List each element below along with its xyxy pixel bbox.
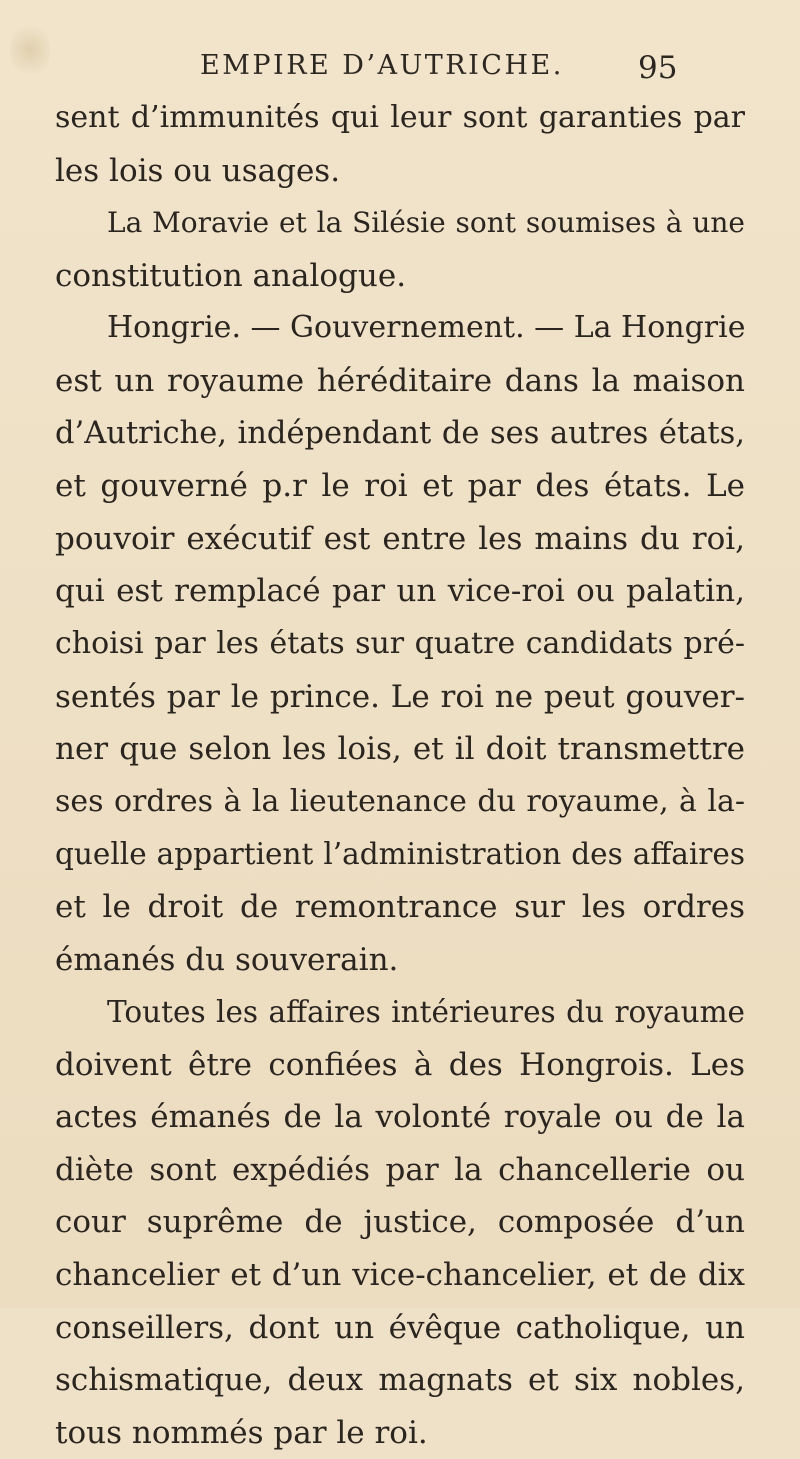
text-line: ner que selon les lois, et il doit transmettre <box>55 731 745 768</box>
paper-stain <box>10 20 50 80</box>
text-line: schismatique, deux magnats et six nobles, <box>55 1362 745 1399</box>
text-line: actes émanés de la volonté royale ou de la <box>55 1099 745 1136</box>
text-line: les lois ou usages. <box>55 152 341 189</box>
text-line: choisi par les états sur quatre candidats pré- <box>55 625 745 661</box>
text-line: sentés par le prince. Le roi ne peut gouver- <box>55 678 745 715</box>
text-line: d’Autriche, indépendant de ses autres états, <box>55 415 745 451</box>
text-line: Hongrie. — Gouvernement. — La Hongrie <box>107 310 746 346</box>
text-line: La Moravie et la Silésie sont soumises à une <box>107 206 745 240</box>
text-line: émanés du souverain. <box>55 941 399 978</box>
page-number: 95 <box>638 50 678 86</box>
text-line: conseillers, dont un évêque catholique, un <box>55 1309 745 1346</box>
text-line: tous nommés par le roi. <box>55 1414 428 1451</box>
text-line: cour suprême de justice, composée d’un <box>55 1204 745 1241</box>
text-line: quelle appartient l’administration des affaires <box>55 837 745 872</box>
text-line: qui est remplacé par un vice-roi ou palatin, <box>55 573 745 610</box>
text-line: est un royaume héréditaire dans la maison <box>55 362 745 399</box>
text-line: diète sont expédiés par la chancellerie ou <box>55 1151 745 1188</box>
text-line: sent d’immunités qui leur sont garanties par <box>55 100 745 135</box>
text-line: pouvoir exécutif est entre les mains du roi, <box>55 520 745 557</box>
running-title: EMPIRE D’AUTRICHE. <box>200 50 564 81</box>
text-line: et le droit de remontrance sur les ordres <box>55 888 745 925</box>
text-line: et gouverné p.r le roi et par des états. Le <box>55 468 745 505</box>
text-line: constitution analogue. <box>55 257 407 294</box>
body-text <box>55 92 745 1459</box>
text-line: Toutes les affaires intérieures du royaume <box>107 995 745 1030</box>
text-line: ses ordres à la lieutenance du royaume, à la- <box>55 783 745 819</box>
text-line: doivent être confiées à des Hongrois. Les <box>55 1046 745 1083</box>
text-line: chancelier et d’un vice-chancelier, et de dix <box>55 1257 745 1294</box>
